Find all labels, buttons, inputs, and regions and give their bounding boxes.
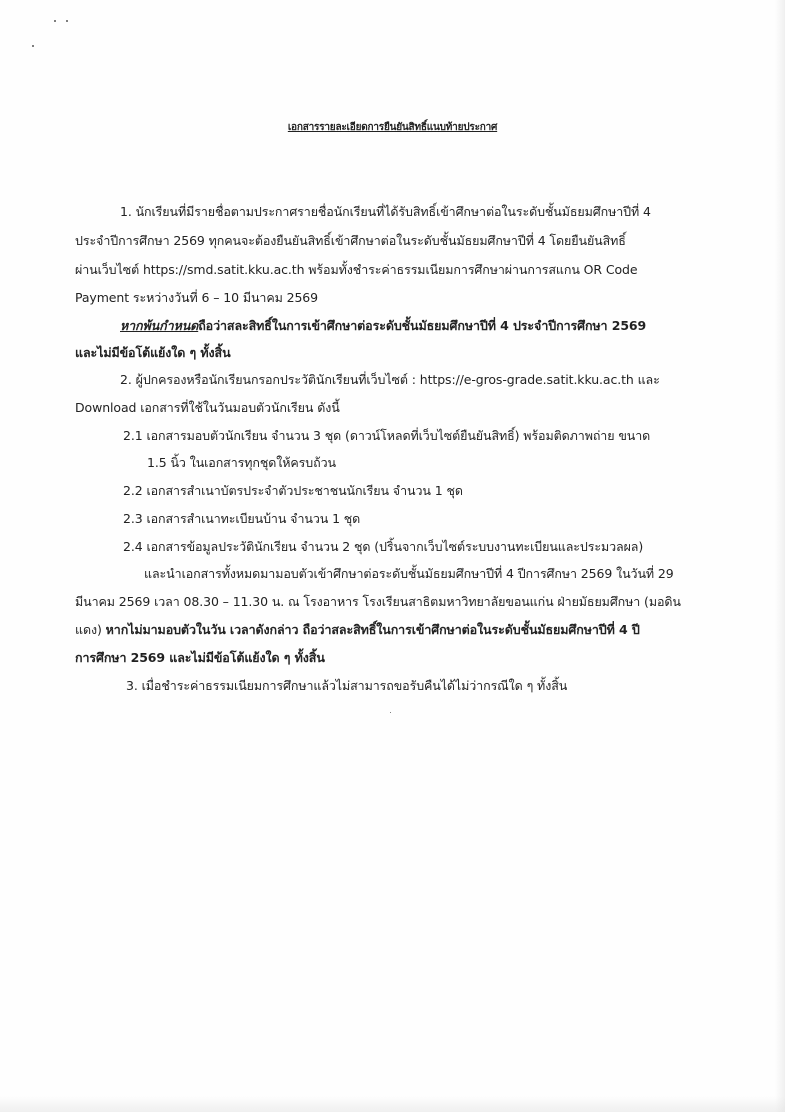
scan-bottom-shadow (0, 1096, 785, 1112)
item2-sub4: 2.4 เอกสารข้อมูลประวัตินักเรียน จำนวน 2 ชุด (ปริ้นจากเว็บไซต์ระบบงานทะเบียนและประมวลผล) (123, 539, 644, 554)
scan-edge-shadow (775, 0, 785, 1112)
scan-speck (32, 45, 34, 47)
item2-para-line1: และนำเอกสารทั้งหมดมามอบตัวเข้าศึกษาต่อระดับชั้นมัธยมศึกษาปีที่ 4 ปีการศึกษา 2569 ในวันที่ 29 (144, 566, 674, 581)
item1-line1: 1. นักเรียนที่มีรายชื่อตามประกาศรายชื่อนักเรียนที่ได้รับสิทธิ์เข้าศึกษาต่อในระดับชั้นมัธยมศึกษาปีที่ 4 (120, 204, 651, 219)
deadline-emphasis: หากพ้นกำหนด (120, 318, 199, 333)
item2-para-line4: การศึกษา 2569 และไม่มีข้อโต้แย้งใด ๆ ทั้งสิ้น (75, 650, 325, 665)
deadline-line1 (120, 318, 646, 334)
item2-sub2: 2.2 เอกสารสำเนาบัตรประจำตัวประชาชนนักเรียน จำนวน 1 ชุด (123, 483, 463, 498)
item3-line1: 3. เมื่อชำระค่าธรรมเนียมการศึกษาแล้วไม่สามารถขอรับคืนได้ไม่ว่ากรณีใด ๆ ทั้งสิ้น (126, 678, 568, 693)
item1-line3: ผ่านเว็บไซต์ https://smd.satit.kku.ac.th พร้อมทั้งชำระค่าธรรมเนียมการศึกษาผ่านการสแกน OR Code (75, 262, 638, 277)
document-title: เอกสารรายละเอียดการยืนยันสิทธิ์แนบท้ายประกาศ (287, 122, 498, 133)
item2-sub1-line1: 2.1 เอกสารมอบตัวนักเรียน จำนวน 3 ชุด (ดาวน์โหลดที่เว็บไซต์ยืนยันสิทธิ์) พร้อมติดภาพถ่าย ขนาด (123, 428, 651, 443)
item2-para-line2: มีนาคม 2569 เวลา 08.30 – 11.30 น. ณ โรงอาหาร โรงเรียนสาธิตมหาวิทยาลัยขอนแก่น ฝ่ายมัธยมศึกษา (มอดิน (75, 594, 681, 609)
item2-line2: Download เอกสารที่ใช้ในวันมอบตัวนักเรียน ดังนี้ (75, 400, 340, 415)
item2-sub3: 2.3 เอกสารสำเนาทะเบียนบ้าน จำนวน 1 ชุด (123, 511, 361, 526)
scan-speck (66, 20, 68, 22)
item1-line4: Payment ระหว่างวันที่ 6 – 10 มีนาคม 2569 (75, 290, 319, 305)
item1-line2: ประจำปีการศึกษา 2569 ทุกคนจะต้องยืนยันสิทธิ์เข้าศึกษาต่อในระดับชั้นมัธยมศึกษาปีที่ 4 โดยยืนยันสิทธิ์ (75, 233, 626, 248)
item2-para-line3-plain: แดง) (75, 622, 106, 637)
item2-sub1-line2: 1.5 นิ้ว ในเอกสารทุกชุดให้ครบถ้วน (147, 455, 336, 470)
scan-speck (54, 20, 56, 22)
item2-para-line3 (75, 622, 640, 638)
item2-para-line3-bold: หากไม่มามอบตัวในวัน เวลาดังกล่าว ถือว่าสละสิทธิ์ในการเข้าศึกษาต่อในระดับชั้นมัธยมศึกษาปีที่ 4 ปี (105, 622, 640, 637)
item2-line1: 2. ผู้ปกครองหรือนักเรียนกรอกประวัตินักเรียนที่เว็บไซต์ : https://e-gros-grade.satit.kku.ac.th และ (120, 372, 660, 387)
deadline-line2: และไม่มีข้อโต้แย้งใด ๆ ทั้งสิ้น (75, 345, 231, 360)
scan-speck (390, 712, 391, 713)
deadline-line1-rest: ถือว่าสละสิทธิ์ในการเข้าศึกษาต่อระดับชั้นมัธยมศึกษาปีที่ 4 ประจำปีการศึกษา 2569 (198, 318, 647, 333)
